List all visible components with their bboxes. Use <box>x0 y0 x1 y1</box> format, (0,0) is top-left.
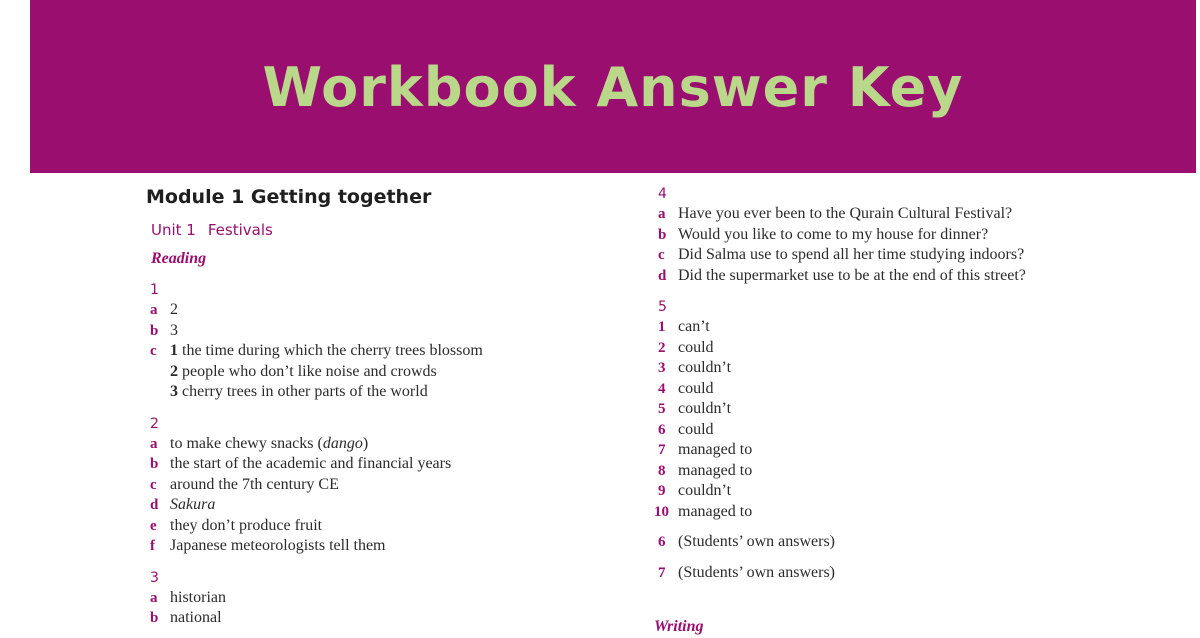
answer-item <box>146 341 616 403</box>
answer-item <box>654 204 1174 225</box>
answer-text: the start of the academic and financial years <box>170 455 452 472</box>
unit-title <box>151 219 616 241</box>
sub-answer: 1 the time during which the cherry trees blossom <box>170 342 483 359</box>
answer-label: a <box>150 302 158 318</box>
answer-text: Japanese meteorologists tell them <box>170 537 386 554</box>
answer-label: f <box>150 538 155 554</box>
answer-item: 4 could <box>658 379 714 397</box>
header-banner <box>30 0 1196 173</box>
answer-item <box>654 563 1174 584</box>
sub-answer: 2 people who don’t like noise and crowds <box>170 362 437 380</box>
answer-item: 3 couldn’t <box>658 359 732 376</box>
answer-label: c <box>150 343 157 359</box>
answer-text: to make chewy snacks (dango) <box>170 434 369 452</box>
answer-label: c <box>150 476 157 493</box>
section-reading: Reading <box>151 250 207 267</box>
answer-label: b <box>658 226 667 243</box>
question-number: 3 <box>150 569 159 586</box>
answer-label: d <box>150 497 159 513</box>
module-title: Module 1 Getting together <box>146 186 432 208</box>
answer-label: b <box>150 610 159 626</box>
answer-item <box>146 434 616 455</box>
answer-item <box>146 300 616 321</box>
answer-item: 6 could <box>658 420 714 438</box>
answer-item <box>654 532 1174 553</box>
answer-item: 8 managed to <box>658 461 753 479</box>
answer-text: 3 <box>170 321 178 339</box>
answer-item: 5 couldn’t <box>658 400 732 417</box>
answer-item <box>654 225 1174 246</box>
answer-label: c <box>658 247 665 263</box>
answer-sublist <box>170 341 616 403</box>
answer-item <box>146 495 616 516</box>
answer-text: national <box>170 609 222 626</box>
answer-item: 10 managed to <box>654 502 753 520</box>
answer-text: Did the supermarket use to be at the end of this street? <box>678 266 1026 284</box>
unit-name: Festivals <box>207 221 273 239</box>
answer-text: Did Salma use to spend all her time studying indoors? <box>678 246 1025 263</box>
unit-number: Unit 1 <box>151 221 196 239</box>
answer-label: b <box>150 322 159 339</box>
answer-item <box>146 588 616 609</box>
answer-item <box>146 516 616 537</box>
answer-item <box>146 475 616 496</box>
question-number: 1 <box>150 282 159 298</box>
question-number: 7 <box>658 564 666 581</box>
answer-label: a <box>658 206 666 222</box>
answer-text: 2 <box>170 301 178 318</box>
question-number: 4 <box>658 186 667 202</box>
answer-label: a <box>150 435 158 452</box>
question-number: 2 <box>150 415 159 432</box>
answer-label: a <box>150 589 158 606</box>
answer-text: (Students’ own answers) <box>678 533 836 550</box>
section-writing: Writing <box>654 618 704 635</box>
left-column <box>146 184 616 629</box>
answer-item <box>654 245 1174 266</box>
answer-label: b <box>150 456 159 472</box>
answer-item: 1 can’t <box>658 318 710 335</box>
answer-text: (Students’ own answers) <box>678 563 836 581</box>
answer-label: e <box>150 517 157 534</box>
answer-item <box>146 608 616 629</box>
answer-item <box>146 536 616 557</box>
answer-item <box>146 321 616 342</box>
answer-label: d <box>658 267 667 284</box>
answer-item: 2 could <box>658 338 714 356</box>
page-title: Workbook Answer Key <box>262 56 964 119</box>
sub-answer: 3 cherry trees in other parts of the world <box>170 383 428 400</box>
answer-text: historian <box>170 588 226 606</box>
answer-item <box>146 454 616 475</box>
answer-item <box>654 266 1174 287</box>
answer-text: around the 7th century CE <box>170 475 339 493</box>
answer-text: Would you like to come to my house for dinner? <box>678 225 989 243</box>
answer-item: 9 couldn’t <box>658 482 732 499</box>
answer-text: Sakura <box>170 496 216 513</box>
answer-text: they don’t produce fruit <box>170 516 323 534</box>
answer-item: 7 managed to <box>658 441 753 458</box>
question-number: 5 <box>658 299 667 315</box>
right-column <box>654 184 1174 638</box>
question-number: 6 <box>658 534 666 550</box>
answer-text: Have you ever been to the Qurain Cultural Festival? <box>678 205 1013 222</box>
